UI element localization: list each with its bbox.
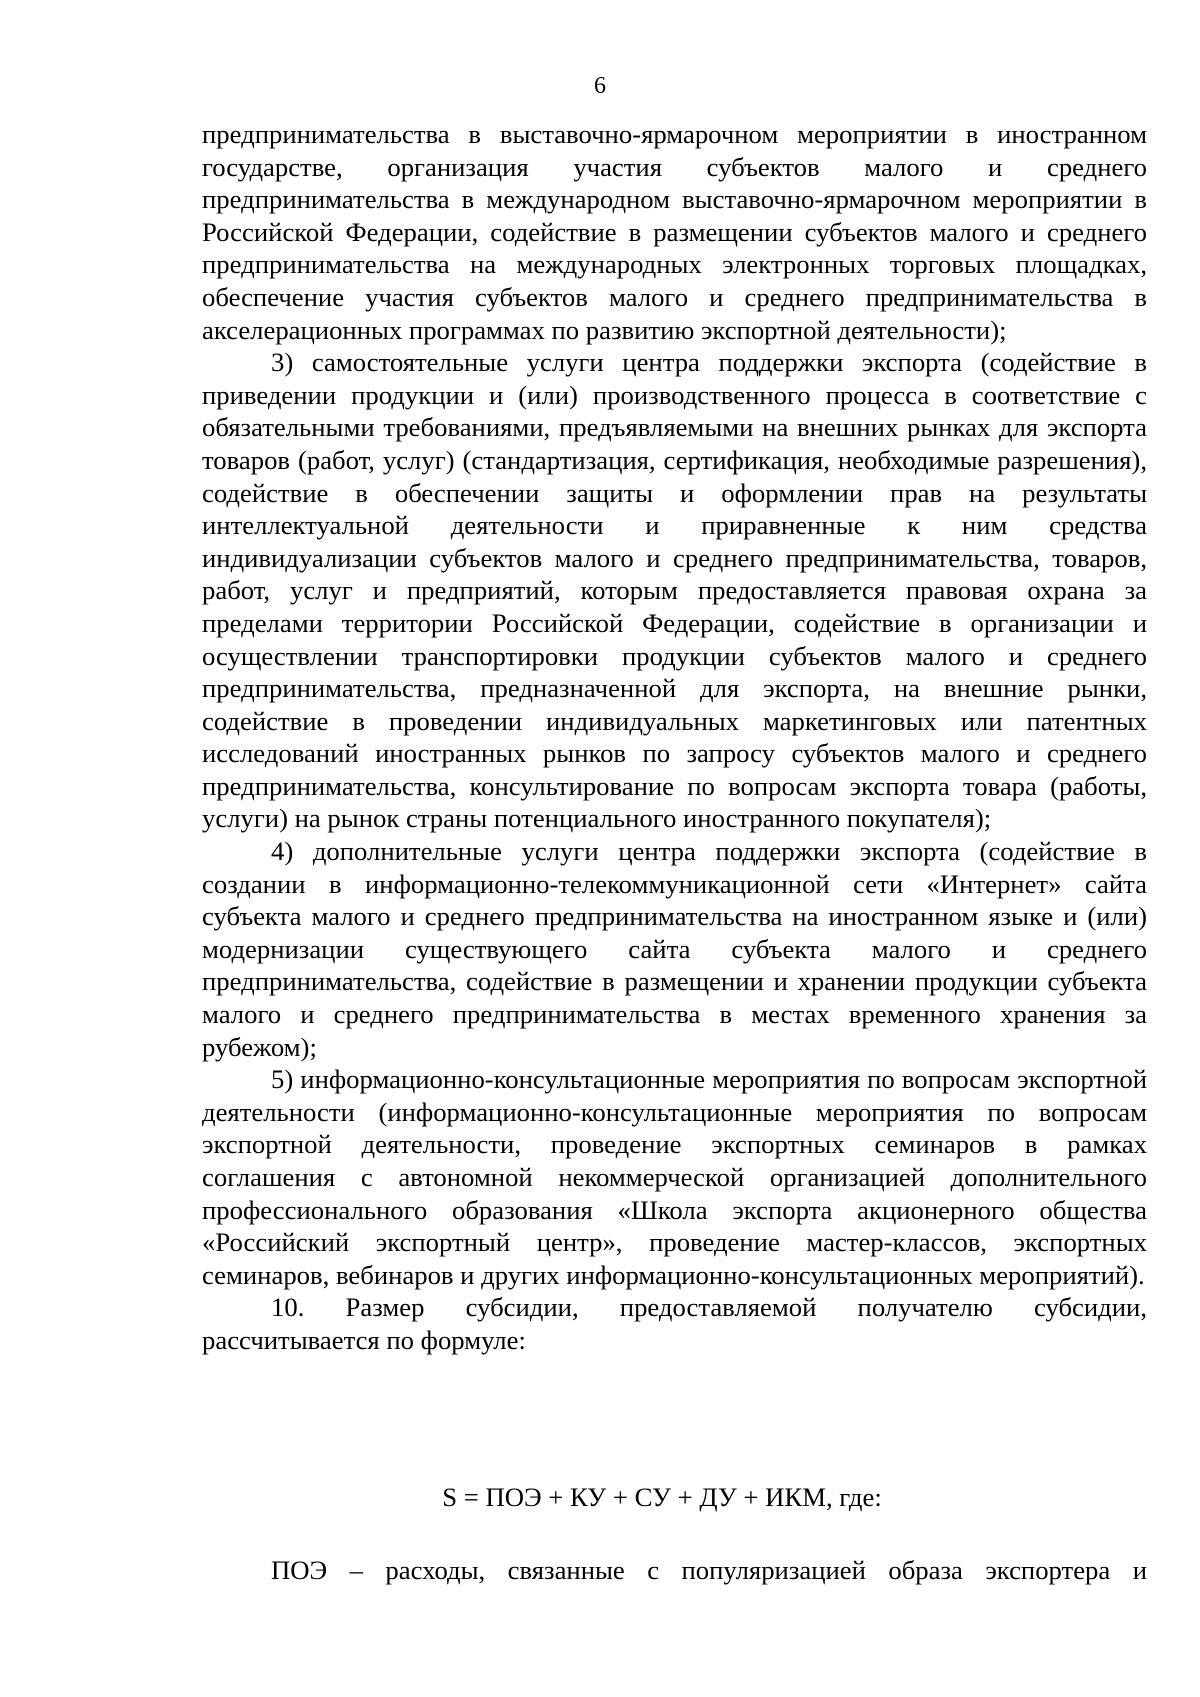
formula	[0, 1480, 1200, 1514]
formula-text: S = ПОЭ + КУ + СУ + ДУ + ИКМ, где:	[442, 1482, 882, 1512]
paragraph-item-5: 5) информационно-консультационные мероприятия по вопросам экспортной деятельности (информационно-консультационные мероприятия по вопросам экспортной деятельности, проведение экспортных семинаров в рамках соглашения с автономной некоммерческой организацией дополнительного профессионального образования «Школа экспорта акционерного общества «Российский экспортный центр», проведение мастер-классов, экспортных семинаров, вебинаров и других информационно-консультационных мероприятий).	[202, 1064, 1147, 1290]
paragraph-item-4: 4) дополнительные услуги центра поддержки экспорта (содействие в создании в информационно-телекоммуникационной сети «Интернет» сайта субъекта малого и среднего предпринимательства на иностранном языке и (или) модернизации существующего сайта субъекта малого и среднего предпринимательства, содействие в размещении и хранении продукции субъекта малого и среднего предпринимательства в местах временного хранения за рубежом);	[202, 836, 1147, 1062]
body-text	[202, 118, 1147, 1357]
page-number: 6	[594, 73, 606, 99]
paragraph-item-3: 3) самостоятельные услуги центра поддержки экспорта (содействие в приведении продукции и (или) производственного процесса в соответствие с обязательными требованиями, предъявляемыми на внешних рынках для экспорта товаров (работ, услуг) (стандартизация, сертификация, необходимые разрешения), содействие в обеспечении защиты и оформлении прав на результаты интеллектуальной деятельности и приравненные к ним средства индивидуализации субъектов малого и среднего предпринимательства, товаров, работ, услуг и предприятий, которым предоставляется правовая охрана за пределами территории Российской Федерации, содействие в организации и осуществлении транспортировки продукции субъектов малого и среднего предпринимательства, предназначенной для экспорта, на внешние рынки, содействие в проведении индивидуальных маркетинговых или патентных исследований иностранных рынков по запросу субъектов малого и среднего предпринимательства, консультирование по вопросам экспорта товара (работы, услуги) на рынок страны потенциального иностранного покупателя);	[202, 347, 1147, 834]
paragraph-clause-10: 10. Размер субсидии, предоставляемой получателю субсидии, рассчитывается по формуле:	[202, 1292, 1147, 1355]
paragraph-poe-definition: ПОЭ – расходы, связанные с популяризацией образа экспортера и	[271, 1555, 1147, 1585]
paragraph-continuation: предпринимательства в выставочно-ярмарочном мероприятии в иностранном государстве, организация участия субъектов малого и среднего предпринимательства в международном выставочно-ярмарочном мероприятии в Российской Федерации, содействие в размещении субъектов малого и среднего предпринимательства на международных электронных торговых площадках, обеспечение участия субъектов малого и среднего предпринимательства в акселерационных программах по развитию экспортной деятельности);	[202, 119, 1147, 345]
